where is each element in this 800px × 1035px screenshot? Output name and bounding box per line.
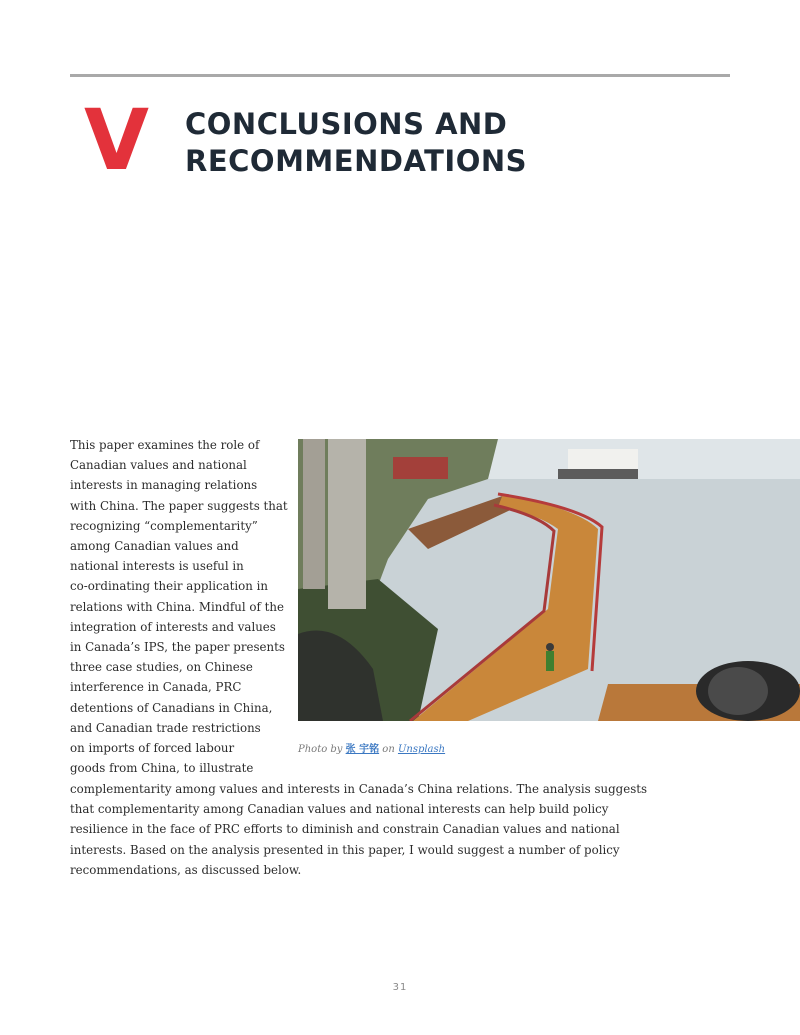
photo-caption [298, 740, 445, 755]
body-line: relations with China. Mindful of the [70, 599, 284, 614]
pontoon-bridge-photo [298, 439, 800, 721]
body-line: complementarity among values and interests in Canada’s China relations. The analysis suggests [70, 782, 648, 796]
body-line: detentions of Canadians in China, [70, 700, 273, 715]
intro-paragraph [70, 435, 288, 778]
body-line: Canadian values and national [70, 458, 247, 473]
body-line: with China. The paper suggests that [70, 498, 288, 513]
bridge-pillar-far [303, 439, 325, 589]
body-line: interests. Based on the analysis presented in this paper, I would suggest a number of policy [70, 842, 620, 857]
section-numeral: V [84, 91, 150, 189]
photographer-link[interactable]: 张 宇铭 [345, 744, 380, 755]
page-number: 31 [392, 982, 408, 993]
truck [393, 457, 448, 479]
section-title [185, 106, 705, 180]
body-line: and Canadian trade restrictions [70, 720, 261, 735]
pipe-roll-inner [708, 667, 768, 715]
body-line: in Canada’s IPS, the paper presents [70, 640, 285, 655]
top-rule [70, 74, 730, 77]
far-water [478, 439, 800, 479]
bridge-pillar-left [328, 439, 366, 609]
caption-prefix: Photo by [298, 744, 346, 755]
conclusion-paragraph [70, 779, 648, 880]
section-title-line-2: RECOMMENDATIONS [185, 144, 528, 178]
worker-head [546, 643, 554, 651]
body-line: resilience in the face of PRC efforts to diminish and constrain Canadian values and national [70, 822, 620, 837]
body-line: co-ordinating their application in [70, 579, 268, 594]
body-line: interests in managing relations [70, 478, 258, 493]
boat-hull [558, 469, 638, 479]
body-line: that complementarity among Canadian values and national interests can help build policy [70, 802, 609, 817]
body-line: interference in Canada, PRC [70, 680, 242, 695]
body-line: This paper examines the role of [70, 438, 260, 452]
body-line: integration of interests and values [70, 619, 276, 634]
body-line: goods from China, to illustrate [70, 761, 254, 776]
photo-illustration [298, 439, 800, 721]
body-line: national interests is useful in [70, 559, 244, 574]
body-line: on imports of forced labour [70, 741, 235, 756]
unsplash-link[interactable]: Unsplash [397, 744, 446, 755]
body-line: three case studies, on Chinese [70, 660, 253, 675]
section-title-line-1: CONCLUSIONS AND [185, 107, 508, 141]
body-line: recognizing “complementarity” [70, 518, 258, 533]
worker [546, 651, 554, 671]
body-line: among Canadian values and [70, 539, 239, 554]
caption-middle: on [379, 744, 398, 755]
body-line: recommendations, as discussed below. [70, 862, 302, 877]
